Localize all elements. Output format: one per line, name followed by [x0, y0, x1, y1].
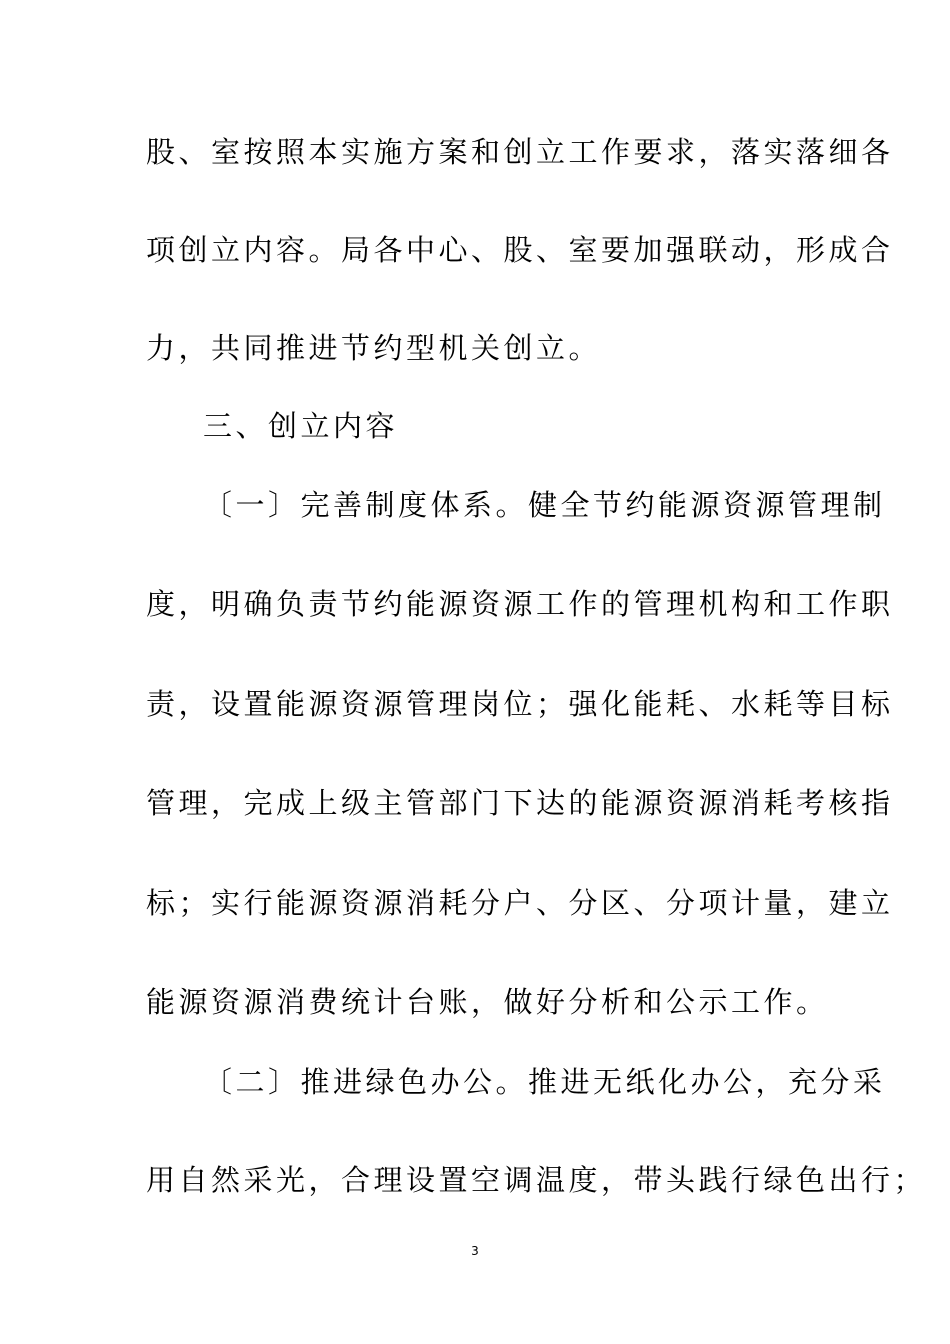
- text-line-5: 〔一〕完善制度体系。健全节约能源资源管理制: [203, 488, 886, 522]
- text-line-3: 力，共同推进节约型机关创立。: [146, 331, 602, 365]
- text-line-11: 〔二〕推进绿色办公。推进无纸化办公，充分采: [203, 1065, 886, 1099]
- text-line-1: 股、室按照本实施方案和创立工作要求，落实落细各: [146, 135, 894, 169]
- text-line-9: 标；实行能源资源消耗分户、分区、分项计量，建立: [146, 886, 894, 920]
- text-line-8: 管理，完成上级主管部门下达的能源资源消耗考核指: [146, 786, 894, 820]
- section-heading: 三、创立内容: [203, 409, 399, 443]
- text-line-7: 责，设置能源资源管理岗位；强化能耗、水耗等目标: [146, 687, 894, 721]
- text-line-12: 用自然采光，合理设置空调温度，带头践行绿色出行；: [146, 1163, 927, 1197]
- text-line-10: 能源资源消费统计台账，做好分析和公示工作。: [146, 985, 829, 1019]
- text-line-2: 项创立内容。局各中心、股、室要加强联动，形成合: [146, 233, 894, 267]
- page-number: 3: [471, 1244, 479, 1258]
- text-line-6: 度，明确负责节约能源资源工作的管理机构和工作职: [146, 587, 894, 621]
